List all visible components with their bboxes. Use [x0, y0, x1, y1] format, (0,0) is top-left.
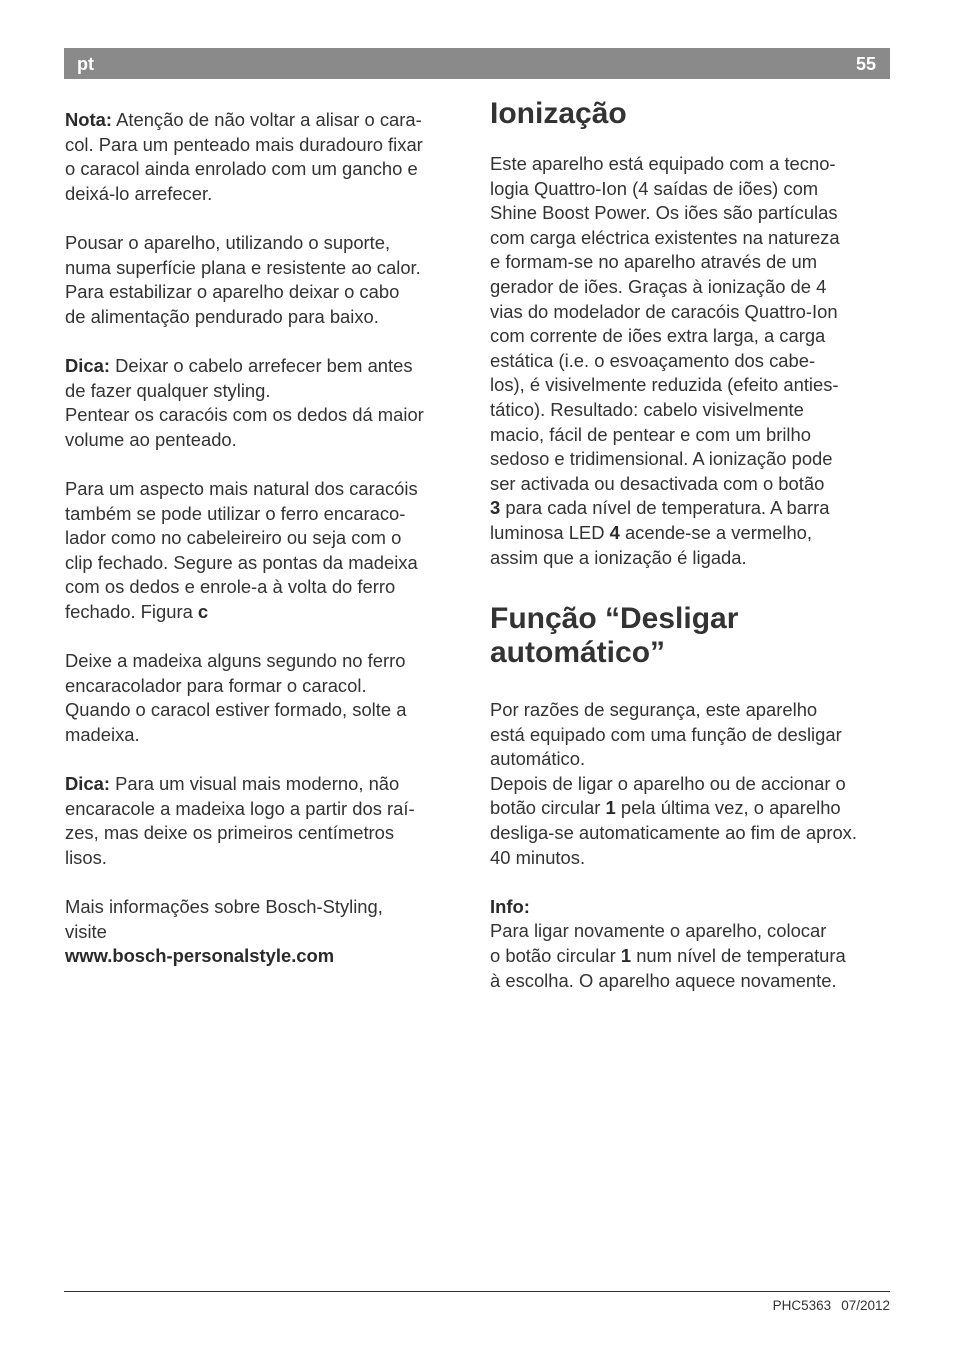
figure-ref: c: [197, 600, 209, 622]
section-title-desligar: Função “Desligar automático”: [490, 602, 739, 670]
text-line: Pousar o aparelho, utilizando o suporte,: [65, 231, 391, 253]
right-column: [490, 97, 895, 993]
text-line: está equipado com uma função de desligar: [490, 723, 842, 745]
text-line: madeixa.: [65, 723, 140, 745]
text-line: encaracolador para formar o caracol.: [65, 674, 367, 696]
info-label-line: [490, 895, 895, 920]
text-line: Por razões de segurança, este aparelho: [490, 699, 818, 721]
section-title-ionizacao: Ionização: [490, 97, 627, 130]
text-line: com os dedos e enrole-a à volta do ferro: [65, 576, 396, 598]
text-line: automático.: [490, 748, 586, 770]
left-column: [65, 108, 470, 969]
print-date: 07/2012: [841, 1298, 890, 1313]
text-line: visite: [65, 920, 107, 942]
text-line: Para ligar novamente o aparelho, colocar: [490, 920, 827, 942]
text-line: Para um aspecto mais natural dos caracóis: [65, 477, 418, 499]
text-line: com carga eléctrica existentes na natureza: [490, 226, 840, 248]
text-line: Deixe a madeixa alguns segundo no ferro: [65, 650, 406, 672]
dica-line: Dica: Para um visual mais moderno, não: [65, 773, 400, 795]
text-line: los), é visivelmente reduzida (efeito anties-: [490, 374, 839, 396]
text-line: e formam-se no aparelho através de um: [490, 251, 818, 273]
text-line: estática (i.e. o esvoaçamento dos cabe-: [490, 349, 816, 371]
text-line: logia Quattro-Ion (4 saídas de iões) com: [490, 177, 819, 199]
text-line: macio, fácil de pentear e com um brilho: [490, 423, 811, 445]
footer: [773, 1298, 890, 1313]
text-line: Este aparelho está equipado com a tecno-: [490, 153, 836, 174]
text-line: de fazer qualquer styling.: [65, 379, 271, 401]
text-line: Shine Boost Power. Os iões são partículas: [490, 202, 838, 224]
text-line: também se pode utilizar o ferro encaraco-: [65, 502, 406, 524]
dica-label: Dica:: [65, 773, 110, 795]
text-line: o caracol ainda enrolado com um gancho e: [65, 158, 418, 180]
text-line: desliga-se automaticamente ao fim de aprox.: [490, 822, 857, 844]
text-line: Pentear os caracóis com os dedos dá maior: [65, 404, 424, 426]
text-line: luminosa LED 4 acende-se a vermelho,: [490, 521, 813, 543]
text-line: col. Para um penteado mais duradouro fixar: [65, 133, 423, 155]
language-code: pt: [77, 54, 94, 74]
button-ref: 3: [490, 497, 501, 519]
footer-rule: [64, 1291, 890, 1292]
page-number: 55: [855, 54, 876, 74]
model-number: PHC5363: [772, 1298, 832, 1313]
text-line: gerador de iões. Graças à ionização de 4: [490, 275, 827, 297]
dica-label: Dica:: [65, 354, 110, 376]
text-line: vias do modelador de caracóis Quattro-Ion: [490, 300, 838, 322]
text-line: volume ao penteado.: [65, 428, 237, 450]
text-line: assim que a ionização é ligada.: [490, 546, 747, 568]
text-line: Mais informações sobre Bosch-Styling,: [65, 896, 383, 917]
text-line: Depois de ligar o aparelho ou de accionar o: [490, 772, 846, 794]
text-line: lisos.: [65, 846, 107, 868]
text-line: botão circular 1 pela última vez, o aparelho: [490, 797, 841, 819]
nota-line: Nota: Atenção de não voltar a alisar o cara-: [65, 109, 422, 130]
text-line: numa superfície plana e resistente ao calor.: [65, 256, 421, 278]
text-line: clip fechado. Segure as pontas da madeixa: [65, 551, 418, 573]
text-line: sedoso e tridimensional. A ionização pode: [490, 448, 833, 470]
text-line: ser activada ou desactivada com o botão: [490, 472, 825, 494]
nota-label: Nota:: [65, 109, 112, 130]
text-line: 40 minutos.: [490, 846, 586, 868]
text-line: de alimentação pendurado para baixo.: [65, 305, 379, 327]
button-ref: 1: [620, 945, 632, 967]
figure-line: fechado. Figura c: [65, 600, 209, 622]
text-line: o botão circular 1 num nível de temperatura: [490, 945, 846, 967]
led-ref: 4: [609, 521, 620, 543]
text-line: com corrente de iões extra larga, a carga: [490, 325, 826, 347]
text-line: lador como no cabeleireiro ou seja com o: [65, 527, 402, 549]
text-line: tático). Resultado: cabelo visivelmente: [490, 398, 804, 420]
dica-line: Dica: Deixar o cabelo arrefecer bem antes: [65, 354, 413, 376]
text-line: Quando o caracol estiver formado, solte a: [65, 699, 407, 721]
text-line: zes, mas deixe os primeiros centímetros: [65, 822, 395, 844]
text-line: Para estabilizar o aparelho deixar o cabo: [65, 281, 400, 303]
button-ref: 1: [605, 797, 616, 819]
website-link[interactable]: www.bosch-personalstyle.com: [65, 945, 335, 967]
header-bar: [64, 48, 890, 79]
info-label: Info:: [490, 895, 530, 917]
text-line: encaracole a madeixa logo a partir dos raí-: [65, 797, 415, 819]
text-line: 3 para cada nível de temperatura. A barra: [490, 497, 830, 519]
text-line: à escolha. O aparelho aquece novamente.: [490, 969, 837, 991]
text-line: deixá-lo arrefecer.: [65, 182, 213, 204]
